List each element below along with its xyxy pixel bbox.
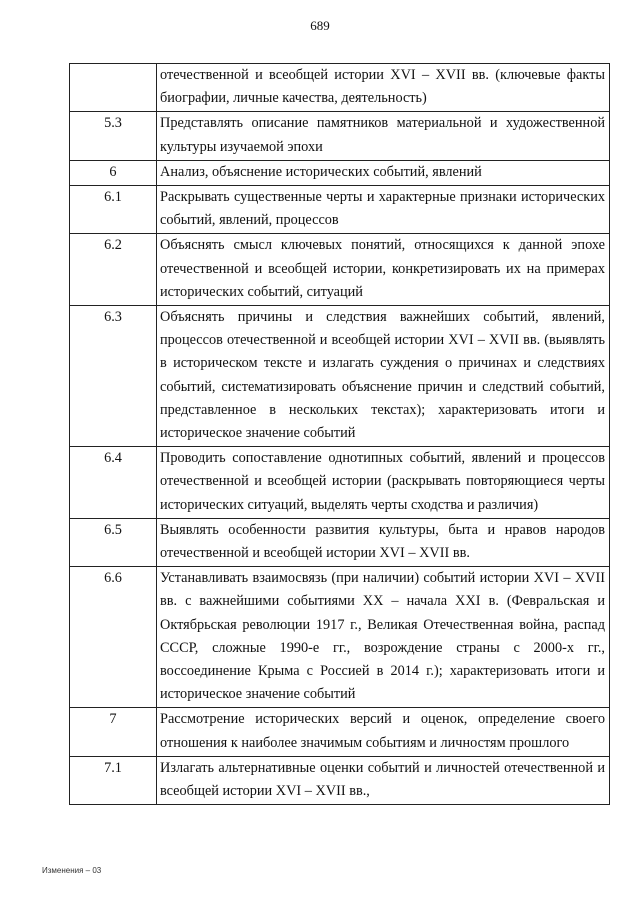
row-text: отечественной и всеобщей истории XVI – XVII вв. (ключевые факты биографии, личные качества, деятельность) [157, 64, 610, 112]
row-text: Представлять описание памятников материальной и художественной культуры изучаемой эпохи [157, 112, 610, 160]
table-row [70, 234, 610, 306]
row-text: Объяснять причины и следствия важнейших событий, явлений, процессов отечественной и всеобщей истории XVI – XVII вв. (выявлять в историческом тексте и излагать суждения о причинах и следствиях событий, систематизировать объяснение причин и следствий событий, представленное в нескольких текстах); характеризовать итоги и историческое значение событий [157, 306, 610, 447]
table-row [70, 518, 610, 566]
table-row [70, 567, 610, 708]
row-number [70, 64, 157, 112]
row-text: Объяснять смысл ключевых понятий, относящихся к данной эпохе отечественной и всеобщей истории, конкретизировать их на примерах исторических событий, ситуаций [157, 234, 610, 306]
row-number: 7.1 [70, 756, 157, 804]
curriculum-table [69, 63, 610, 805]
row-number: 6.3 [70, 306, 157, 447]
revision-footer: Изменения – 03 [42, 866, 102, 875]
row-text: Устанавливать взаимосвязь (при наличии) событий истории XVI – XVII вв. с важнейшими событиями XX – начала XXI в. (Февральская и Октябрьская революции 1917 г., Великая Отечественная война, распад СССР, сложные 1990-е гг., возрождение страны с 2000-х гг., воссоединение Крыма с Россией в 2014 г.); характеризовать итоги и историческое значение событий [157, 567, 610, 708]
table-row [70, 306, 610, 447]
page-number: 689 [310, 18, 330, 33]
row-text: Выявлять особенности развития культуры, быта и нравов народов отечественной и всеобщей истории XVI – XVII вв. [157, 518, 610, 566]
table-row [70, 756, 610, 804]
table-row [70, 64, 610, 112]
row-number: 6.6 [70, 567, 157, 708]
row-text: Излагать альтернативные оценки событий и личностей отечественной и всеобщей истории XVI – XVII вв., [157, 756, 610, 804]
table-row [70, 447, 610, 519]
row-number: 6.5 [70, 518, 157, 566]
row-text: Рассмотрение исторических версий и оценок, определение своего отношения к наиболее значимым событиям и личностям прошлого [157, 708, 610, 756]
row-number: 6 [70, 160, 157, 185]
row-text: Раскрывать существенные черты и характерные признаки исторических событий, явлений, процессов [157, 186, 610, 234]
row-number: 6.1 [70, 186, 157, 234]
row-number: 5.3 [70, 112, 157, 160]
row-number: 6.2 [70, 234, 157, 306]
table-row [70, 186, 610, 234]
table-row [70, 708, 610, 756]
row-number: 6.4 [70, 447, 157, 519]
table-row [70, 160, 610, 185]
row-text: Проводить сопоставление однотипных событий, явлений и процессов отечественной и всеобщей истории (раскрывать повторяющиеся черты исторических ситуаций, выделять черты сходства и различия) [157, 447, 610, 519]
row-text: Анализ, объяснение исторических событий, явлений [157, 160, 610, 185]
table-row [70, 112, 610, 160]
row-number: 7 [70, 708, 157, 756]
